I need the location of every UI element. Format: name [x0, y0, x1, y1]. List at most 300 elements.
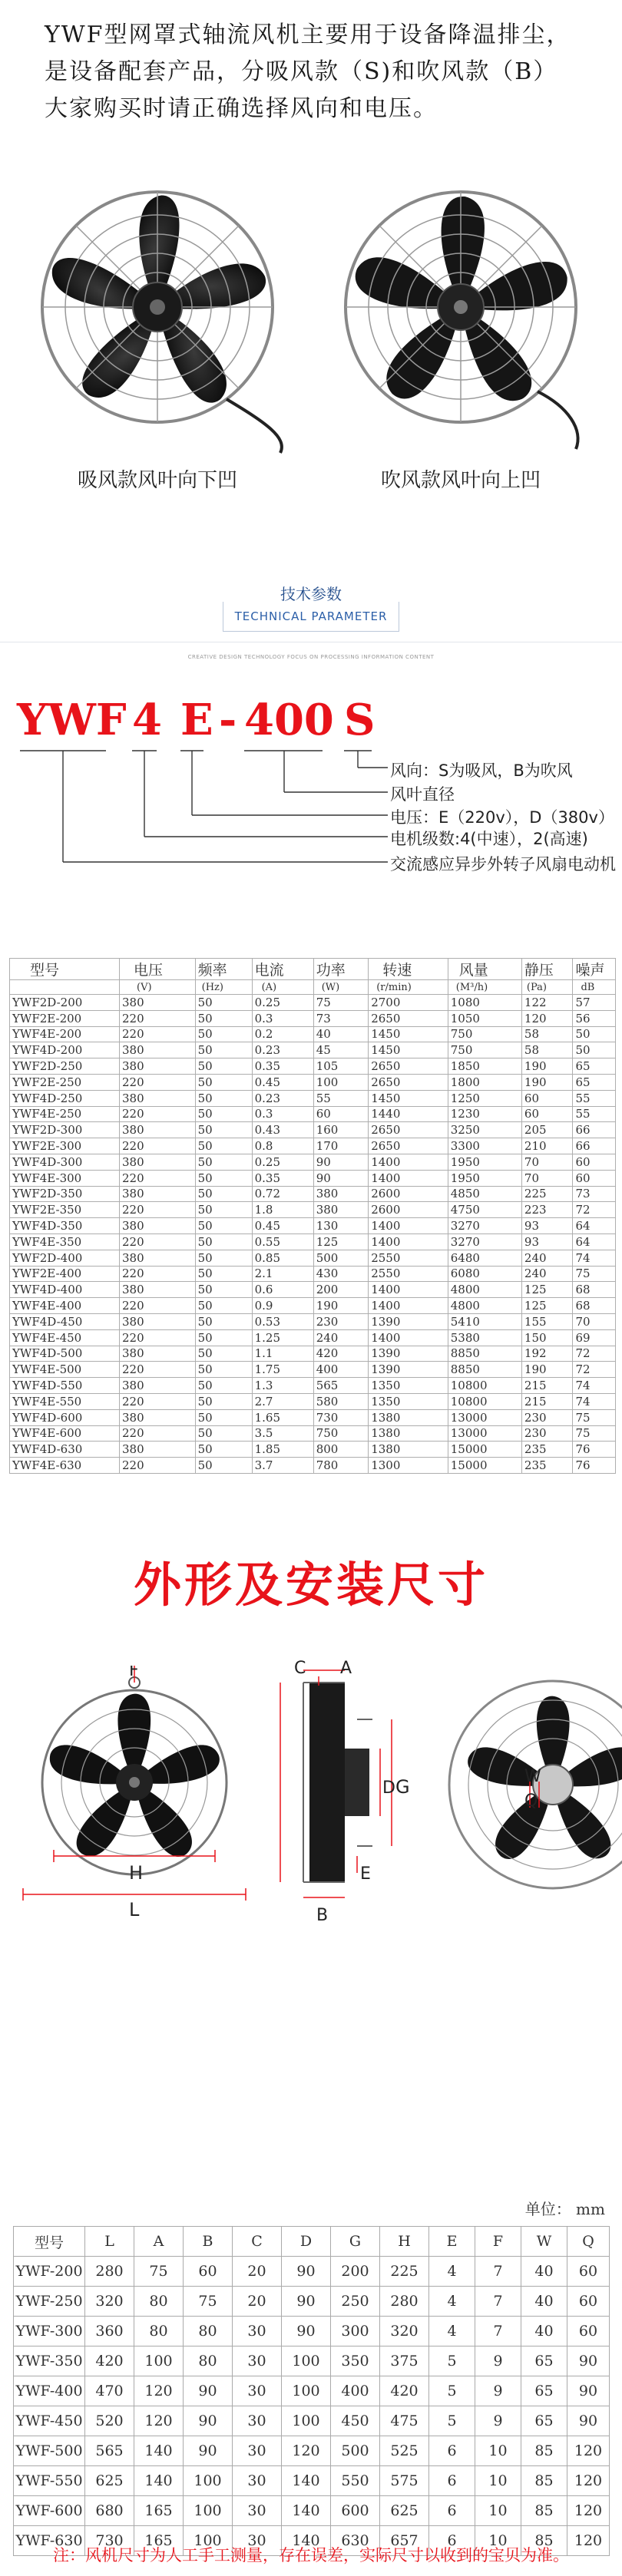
spec-cell: 50 [573, 1042, 616, 1058]
spec-cell: 0.53 [252, 1313, 313, 1329]
spec-table-body [10, 995, 616, 1474]
dimensions-cell: YWF-630 [14, 2526, 85, 2556]
dim-header-h: H [380, 2227, 429, 2257]
spec-table-row [10, 1042, 616, 1058]
dimensions-cell: 4 [429, 2287, 475, 2317]
spec-cell: 190 [521, 1362, 573, 1378]
spec-cell: YWF2D-350 [10, 1186, 120, 1202]
spec-cell: 0.45 [252, 1074, 313, 1090]
spec-cell: 220 [120, 1074, 196, 1090]
spec-cell: 230 [313, 1313, 369, 1329]
spec-cell: 2600 [369, 1202, 448, 1218]
spec-cell: 1400 [369, 1234, 448, 1250]
spec-cell: 50 [195, 1442, 252, 1458]
dimensions-cell: 10 [475, 2526, 521, 2556]
spec-cell: 15000 [448, 1442, 521, 1458]
dimensions-cell: 80 [134, 2287, 184, 2317]
dimensions-cell: 100 [184, 2496, 233, 2526]
spec-cell: 750 [448, 1026, 521, 1042]
dim-header-a: A [134, 2227, 184, 2257]
dimensions-title: 外形及安装尺寸 [133, 1557, 488, 1613]
dimensions-cell: 657 [380, 2526, 429, 2556]
dimensions-cell: YWF-400 [14, 2376, 85, 2406]
dimensions-cell: 6 [429, 2466, 475, 2496]
spec-cell: 1.8 [252, 1202, 313, 1218]
spec-cell: 235 [521, 1442, 573, 1458]
spec-cell: 0.2 [252, 1026, 313, 1042]
dimensions-table-row [14, 2496, 610, 2526]
spec-table-row [10, 1442, 616, 1458]
dimensions-table-row [14, 2346, 610, 2376]
spec-cell: 220 [120, 1329, 196, 1346]
dimensions-cell: YWF-200 [14, 2257, 85, 2287]
dimensions-cell: 525 [380, 2436, 429, 2466]
suction-fan-caption: 吸风款风叶向下凹 [77, 469, 237, 492]
spec-cell: 65 [573, 1074, 616, 1090]
spec-cell: 220 [120, 1234, 196, 1250]
dimensions-cell: 80 [184, 2317, 233, 2346]
dimensions-cell: 85 [521, 2496, 567, 2526]
spec-cell: 0.6 [252, 1282, 313, 1298]
dimensions-cell: 30 [233, 2466, 282, 2496]
spec-table-row [10, 1186, 616, 1202]
dim-header-c: C [233, 2227, 282, 2257]
spec-cell: YWF4E-600 [10, 1425, 120, 1442]
model-code-diameter: 400 [244, 695, 334, 745]
spec-cell: 75 [573, 1425, 616, 1442]
spec-cell: 420 [313, 1346, 369, 1362]
spec-cell: 3270 [448, 1234, 521, 1250]
dimensions-cell: 320 [85, 2287, 134, 2317]
dimensions-table-row [14, 2257, 610, 2287]
dim-label-d: D [382, 1778, 395, 1798]
spec-cell: 0.25 [252, 1154, 313, 1170]
spec-unit-pressure: (Pa) [521, 980, 573, 995]
spec-cell: 1400 [369, 1218, 448, 1234]
dimensions-cell: YWF-500 [14, 2436, 85, 2466]
dimensions-cell: 85 [521, 2466, 567, 2496]
dimensions-note: 注：风机尺寸为人工手工测量，存在误差，实际尺寸以收到的宝贝为准。 [53, 2546, 569, 2564]
spec-cell: 750 [313, 1425, 369, 1442]
spec-cell: 75 [573, 1409, 616, 1425]
spec-cell: 190 [313, 1298, 369, 1314]
spec-cell: 93 [521, 1234, 573, 1250]
spec-cell: 0.85 [252, 1250, 313, 1266]
spec-cell: 750 [448, 1042, 521, 1058]
spec-cell: YWF4E-550 [10, 1393, 120, 1409]
spec-cell: 200 [313, 1282, 369, 1298]
dimensions-cell: 7 [475, 2257, 521, 2287]
dimensions-cell: 30 [233, 2526, 282, 2556]
spec-cell: 240 [521, 1266, 573, 1282]
dimensions-cell: 350 [331, 2346, 380, 2376]
spec-cell: 1.85 [252, 1442, 313, 1458]
spec-cell: 380 [120, 1442, 196, 1458]
spec-cell: YWF4D-350 [10, 1218, 120, 1234]
spec-cell: YWF4E-200 [10, 1026, 120, 1042]
spec-table-row [10, 1282, 616, 1298]
dim-header-f: F [475, 2227, 521, 2257]
spec-cell: 50 [195, 1186, 252, 1202]
spec-cell: YWF4D-400 [10, 1282, 120, 1298]
spec-cell: 380 [120, 1346, 196, 1362]
dimensions-cell: 7 [475, 2317, 521, 2346]
dimensions-cell: 85 [521, 2526, 567, 2556]
dimensions-cell: 420 [380, 2376, 429, 2406]
spec-cell: 380 [313, 1202, 369, 1218]
legend-poles: 电机级数:4(中速），2(高速) [390, 830, 588, 848]
spec-cell: 50 [195, 1090, 252, 1106]
dim-label-c: C [294, 1659, 306, 1678]
spec-cell: 90 [313, 1170, 369, 1186]
spec-cell: 1.1 [252, 1346, 313, 1362]
dimensions-cell: 90 [184, 2376, 233, 2406]
spec-cell: 72 [573, 1346, 616, 1362]
spec-cell: 55 [573, 1090, 616, 1106]
spec-cell: 1050 [448, 1010, 521, 1026]
dimensions-cell: 65 [521, 2376, 567, 2406]
spec-cell: 50 [195, 1425, 252, 1442]
spec-table-row [10, 1058, 616, 1075]
spec-cell: 64 [573, 1234, 616, 1250]
spec-unit-airflow: (M³/h) [448, 980, 521, 995]
spec-cell: 1400 [369, 1170, 448, 1186]
dim-label-b: B [316, 1906, 329, 1925]
dimensions-cell: 600 [331, 2496, 380, 2526]
spec-header-speed: 转速 [369, 959, 448, 980]
spec-cell: 380 [120, 1154, 196, 1170]
spec-cell: 8850 [448, 1346, 521, 1362]
dimensions-cell: 100 [282, 2346, 331, 2376]
spec-cell: 5410 [448, 1313, 521, 1329]
spec-cell: 225 [521, 1186, 573, 1202]
dimensions-cell: 120 [282, 2436, 331, 2466]
spec-cell: 1390 [369, 1362, 448, 1378]
dimensions-cell: 565 [85, 2436, 134, 2466]
spec-cell: 74 [573, 1250, 616, 1266]
model-code-voltage: E [180, 695, 213, 745]
spec-cell: 76 [573, 1458, 616, 1474]
spec-table-row [10, 1425, 616, 1442]
dimensions-cell: 30 [233, 2346, 282, 2376]
spec-cell: 1950 [448, 1170, 521, 1186]
dimensions-cell: 140 [282, 2496, 331, 2526]
spec-unit-noise: dB [573, 980, 616, 995]
spec-table-row [10, 1218, 616, 1234]
spec-cell: 60 [521, 1106, 573, 1122]
spec-cell: YWF4E-450 [10, 1329, 120, 1346]
spec-cell: 69 [573, 1329, 616, 1346]
blowing-fan-caption: 吹风款风叶向上凹 [380, 469, 541, 492]
spec-cell: 380 [120, 1282, 196, 1298]
spec-cell: YWF2E-350 [10, 1202, 120, 1218]
spec-unit-voltage: (V) [120, 980, 196, 995]
dimensions-cell: 120 [134, 2406, 184, 2436]
spec-table-row [10, 1026, 616, 1042]
dimensions-table-row [14, 2317, 610, 2346]
dimensions-cell: 625 [85, 2466, 134, 2496]
spec-cell: 45 [313, 1042, 369, 1058]
dimensions-cell: 280 [380, 2287, 429, 2317]
spec-cell: 50 [195, 1154, 252, 1170]
spec-cell: 3.7 [252, 1458, 313, 1474]
intro-line-1: YWF型网罩式轴流风机主要用于设备降温排尘， [45, 21, 571, 48]
spec-cell: 0.9 [252, 1298, 313, 1314]
spec-cell: 2.1 [252, 1266, 313, 1282]
spec-cell: 60 [573, 1154, 616, 1170]
dimensions-cell: 90 [184, 2406, 233, 2436]
spec-cell: YWF4E-350 [10, 1234, 120, 1250]
dimensions-cell: 100 [282, 2406, 331, 2436]
dimensions-cell: 40 [521, 2287, 567, 2317]
spec-cell: 120 [521, 1010, 573, 1026]
dimensions-cell: 75 [184, 2287, 233, 2317]
spec-cell: YWF2E-200 [10, 1010, 120, 1026]
spec-cell: 50 [195, 1042, 252, 1058]
spec-header-current: 电流 [252, 959, 313, 980]
model-code-series: YWF [17, 695, 127, 745]
spec-cell: 210 [521, 1138, 573, 1154]
spec-cell: 220 [120, 1298, 196, 1314]
spec-cell: 73 [573, 1186, 616, 1202]
spec-header-model: 型号 [10, 959, 120, 980]
spec-cell: 122 [521, 995, 573, 1011]
dimensions-cell: 120 [567, 2466, 610, 2496]
spec-cell: 13000 [448, 1409, 521, 1425]
dimensions-cell: 360 [85, 2317, 134, 2346]
spec-table-row [10, 1409, 616, 1425]
spec-table-row [10, 1090, 616, 1106]
spec-cell: 70 [521, 1170, 573, 1186]
spec-cell: 215 [521, 1393, 573, 1409]
spec-cell: 0.72 [252, 1186, 313, 1202]
spec-cell: 125 [521, 1282, 573, 1298]
dimensions-cell: 75 [134, 2257, 184, 2287]
dimensions-cell: 680 [85, 2496, 134, 2526]
dimensions-cell: 120 [567, 2496, 610, 2526]
dimensions-cell: 20 [233, 2287, 282, 2317]
spec-cell: 220 [120, 1425, 196, 1442]
spec-cell: 220 [120, 1202, 196, 1218]
dimensions-cell: 20 [233, 2257, 282, 2287]
spec-cell: 1400 [369, 1282, 448, 1298]
spec-cell: 60 [573, 1170, 616, 1186]
spec-cell: 220 [120, 1458, 196, 1474]
model-code-poles: 4 [132, 695, 162, 745]
spec-cell: YWF4D-200 [10, 1042, 120, 1058]
spec-cell: 68 [573, 1298, 616, 1314]
legend-direction: 风向：S为吸风，B为吹风 [390, 761, 573, 780]
spec-cell: 1450 [369, 1026, 448, 1042]
spec-cell: 1080 [448, 995, 521, 1011]
spec-cell: 6080 [448, 1266, 521, 1282]
dimensions-cell: 90 [282, 2287, 331, 2317]
spec-cell: 50 [195, 1346, 252, 1362]
spec-cell: 0.8 [252, 1138, 313, 1154]
spec-cell: 380 [120, 1218, 196, 1234]
spec-cell: 70 [521, 1154, 573, 1170]
spec-cell: 1.25 [252, 1329, 313, 1346]
spec-cell: 60 [521, 1090, 573, 1106]
dimensions-cell: 120 [567, 2436, 610, 2466]
spec-cell: YWF4D-630 [10, 1442, 120, 1458]
spec-cell: 0.23 [252, 1090, 313, 1106]
spec-cell: 0.55 [252, 1234, 313, 1250]
spec-cell: 223 [521, 1202, 573, 1218]
spec-cell: 50 [195, 1234, 252, 1250]
spec-cell: 220 [120, 1170, 196, 1186]
dimensions-cell: 10 [475, 2466, 521, 2496]
front-view-diagram [8, 1666, 261, 1919]
spec-cell: 160 [313, 1122, 369, 1138]
dimensions-cell: 320 [380, 2317, 429, 2346]
dim-label-e: E [360, 1864, 371, 1884]
spec-table-row [10, 1010, 616, 1026]
spec-cell: 13000 [448, 1425, 521, 1442]
intro-line-3: 大家购买时请正确选择风向和电压。 [45, 95, 438, 122]
dimensions-cell: 60 [567, 2257, 610, 2287]
spec-cell: YWF4E-630 [10, 1458, 120, 1474]
spec-cell: 240 [313, 1329, 369, 1346]
spec-cell: 50 [195, 1266, 252, 1282]
spec-cell: 50 [195, 1282, 252, 1298]
spec-cell: 90 [313, 1154, 369, 1170]
dimensions-cell: 100 [184, 2466, 233, 2496]
spec-cell: 74 [573, 1378, 616, 1394]
dimensions-cell: 625 [380, 2496, 429, 2526]
tech-title-cn: 技术参数 [280, 585, 342, 603]
spec-cell: 70 [573, 1313, 616, 1329]
spec-cell: 380 [120, 1186, 196, 1202]
spec-cell: YWF2D-200 [10, 995, 120, 1011]
dimensions-unit-label: 单位： mm [524, 2200, 605, 2218]
dimensions-cell: 470 [85, 2376, 134, 2406]
spec-header-airflow: 风量 [448, 959, 521, 980]
spec-cell: 380 [120, 1042, 196, 1058]
spec-table-row [10, 1106, 616, 1122]
dimensions-cell: 520 [85, 2406, 134, 2436]
dimensions-cell: 140 [134, 2466, 184, 2496]
spec-cell: 1380 [369, 1409, 448, 1425]
spec-cell: 230 [521, 1409, 573, 1425]
spec-unit-model [10, 980, 120, 995]
spec-table-row [10, 1393, 616, 1409]
spec-cell: 50 [195, 1074, 252, 1090]
spec-cell: 68 [573, 1282, 616, 1298]
spec-cell: 57 [573, 995, 616, 1011]
dimensions-cell: 10 [475, 2436, 521, 2466]
dimensions-cell: 5 [429, 2406, 475, 2436]
spec-cell: 380 [120, 1122, 196, 1138]
dimensions-cell: 60 [184, 2257, 233, 2287]
dimensions-cell: 9 [475, 2406, 521, 2436]
spec-cell: YWF4E-250 [10, 1106, 120, 1122]
dim-header-g: G [331, 2227, 380, 2257]
spec-cell: 58 [521, 1026, 573, 1042]
dimensions-cell: 200 [331, 2257, 380, 2287]
spec-table-row [10, 1346, 616, 1362]
dimensions-cell: 140 [134, 2436, 184, 2466]
spec-cell: 2650 [369, 1138, 448, 1154]
spec-cell: 50 [195, 1298, 252, 1314]
spec-table-row [10, 1170, 616, 1186]
spec-cell: 4800 [448, 1298, 521, 1314]
dimensions-table-row [14, 2406, 610, 2436]
spec-cell: 2650 [369, 1122, 448, 1138]
spec-cell: 220 [120, 1393, 196, 1409]
spec-cell: 1230 [448, 1106, 521, 1122]
spec-cell: 3270 [448, 1218, 521, 1234]
spec-cell: 220 [120, 1266, 196, 1282]
dimensions-cell: 100 [184, 2526, 233, 2556]
dimensions-cell: 300 [331, 2317, 380, 2346]
spec-unit-frequency: (Hz) [195, 980, 252, 995]
dimensions-cell: 120 [134, 2376, 184, 2406]
spec-cell: 105 [313, 1058, 369, 1075]
spec-table-row [10, 1266, 616, 1282]
spec-cell: 1950 [448, 1154, 521, 1170]
spec-cell: YWF2D-400 [10, 1250, 120, 1266]
legend-diameter: 风叶直径 [390, 785, 455, 804]
spec-table-row [10, 1250, 616, 1266]
tech-title-en: TECHNICAL PARAMETER [234, 609, 388, 623]
dimensions-table-row [14, 2436, 610, 2466]
spec-cell: 50 [195, 1122, 252, 1138]
dimensions-table-row [14, 2376, 610, 2406]
spec-cell: 50 [195, 1250, 252, 1266]
dimensions-cell: 60 [567, 2317, 610, 2346]
dimensions-cell: 30 [233, 2317, 282, 2346]
spec-cell: 1.65 [252, 1409, 313, 1425]
spec-cell: 55 [313, 1090, 369, 1106]
spec-header-power: 功率 [313, 959, 369, 980]
spec-cell: 0.35 [252, 1058, 313, 1075]
dimensions-cell: 500 [331, 2436, 380, 2466]
dim-header-d: D [282, 2227, 331, 2257]
dimensions-cell: 90 [567, 2406, 610, 2436]
spec-cell: 100 [313, 1074, 369, 1090]
spec-cell: 75 [313, 995, 369, 1011]
dim-label-a: A [340, 1659, 352, 1678]
spec-cell: 1390 [369, 1346, 448, 1362]
spec-cell: YWF2E-300 [10, 1138, 120, 1154]
spec-cell: 6480 [448, 1250, 521, 1266]
dimensions-cell: 4 [429, 2317, 475, 2346]
spec-cell: 56 [573, 1010, 616, 1026]
dimensions-cell: 60 [567, 2287, 610, 2317]
spec-cell: 0.45 [252, 1218, 313, 1234]
dimensions-cell: 90 [184, 2436, 233, 2466]
spec-unit-row [10, 980, 616, 995]
dimensions-cell: 575 [380, 2466, 429, 2496]
spec-cell: YWF4D-250 [10, 1090, 120, 1106]
spec-cell: 50 [573, 1026, 616, 1042]
spec-cell: 4750 [448, 1202, 521, 1218]
spec-cell: 50 [195, 1393, 252, 1409]
dimensions-cell: 30 [233, 2496, 282, 2526]
spec-cell: 50 [195, 1329, 252, 1346]
spec-header-frequency: 频率 [195, 959, 252, 980]
spec-cell: 50 [195, 1378, 252, 1394]
spec-cell: 400 [313, 1362, 369, 1378]
spec-cell: 72 [573, 1362, 616, 1378]
spec-unit-speed: (r/min) [369, 980, 448, 995]
dimensions-cell: 9 [475, 2376, 521, 2406]
dimensions-cell: 140 [282, 2526, 331, 2556]
spec-cell: 72 [573, 1202, 616, 1218]
dimensions-cell: YWF-350 [14, 2346, 85, 2376]
spec-cell: 215 [521, 1378, 573, 1394]
